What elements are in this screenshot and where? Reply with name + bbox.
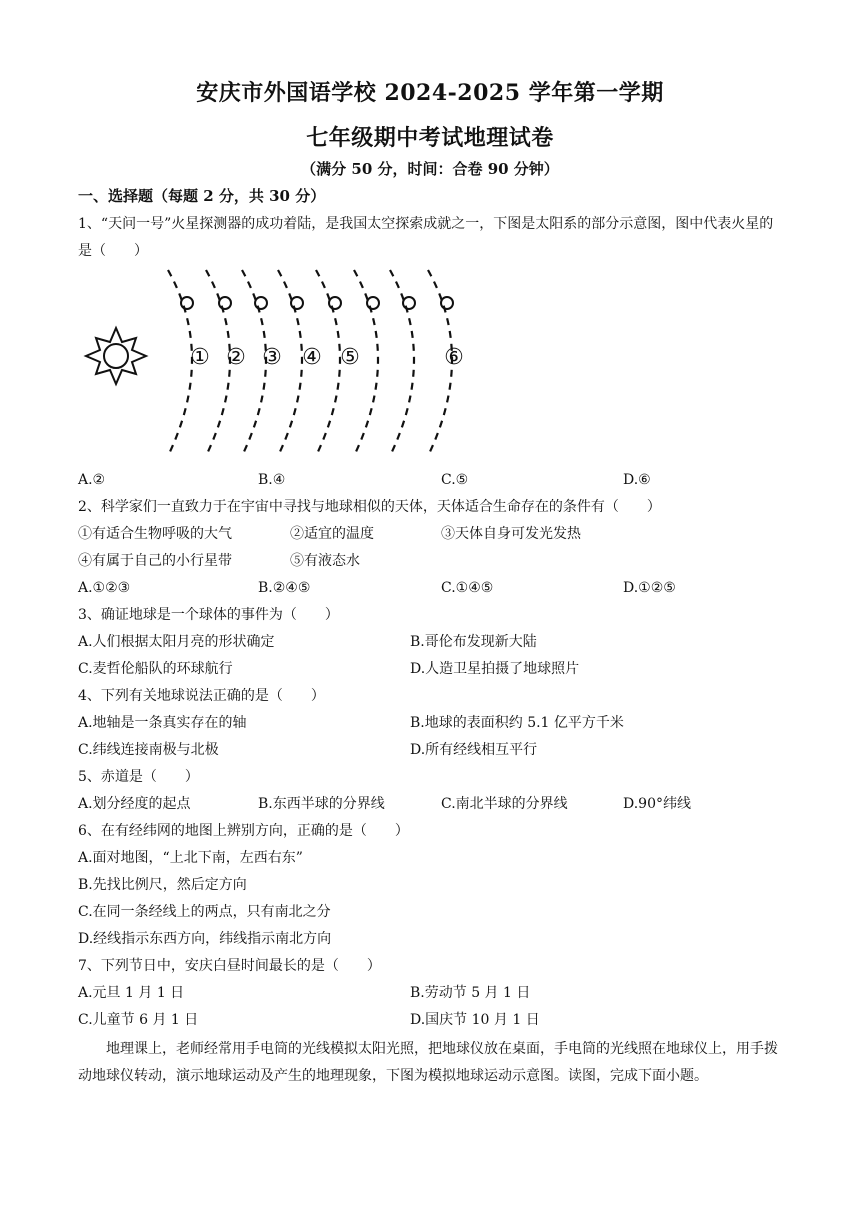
question-2-stem: 2、科学家们一直致力于在宇宙中寻找与地球相似的天体，天体适合生命存在的条件有（ ） [78,499,661,515]
q5-option-a[interactable]: A.划分经度的起点 [78,796,191,812]
planet-label-3: ③ [262,345,282,370]
planet-label-5: ⑤ [340,345,360,370]
q4-option-b[interactable]: B.地球的表面积约 5.1 亿平方千米 [410,715,624,731]
q2-condition-1: ①有适合生物呼吸的大气 [78,526,232,542]
q1-option-d[interactable]: D.⑥ [623,472,651,488]
planet-label-1: ① [190,345,210,370]
question-1-stem: 1、“天问一号”火星探测器的成功着陆，是我国太空探索成就之一，下图是太阳系的部分示意图，图中代表火星的是（ ） [78,216,774,259]
planet-label-6: ⑥ [444,345,464,370]
q2-condition-2: ②适宜的温度 [290,526,374,542]
q2-condition-4: ④有属于自己的小行星带 [78,553,232,569]
question-3-stem: 3、确证地球是一个球体的事件为（ ） [78,607,339,623]
question-7-stem: 7、下列节日中，安庆白昼时间最长的是（ ） [78,958,381,974]
q3-option-c[interactable]: C.麦哲伦船队的环球航行 [78,661,233,677]
q2-option-a[interactable]: A.①②③ [78,580,131,596]
q5-option-c[interactable]: C.南北半球的分界线 [441,796,568,812]
q5-option-b[interactable]: B.东西半球的分界线 [258,796,385,812]
q4-option-d[interactable]: D.所有经线相互平行 [410,742,538,758]
q4-option-a[interactable]: A.地轴是一条真实存在的轴 [78,715,247,731]
solar-system-diagram [76,262,496,462]
q1-option-c[interactable]: C.⑤ [441,472,469,488]
q4-option-c[interactable]: C.纬线连接南极与北极 [78,742,219,758]
section-heading-choice: 一、选择题（每题 2 分，共 30 分） [78,187,326,205]
q5-option-d[interactable]: D.90°纬线 [623,796,691,812]
q7-option-c[interactable]: C.儿童节 6 月 1 日 [78,1012,199,1028]
q2-option-d[interactable]: D.①②⑤ [623,580,676,596]
q7-option-d[interactable]: D.国庆节 10 月 1 日 [410,1012,540,1028]
planet-label-2: ② [226,345,246,370]
q6-option-c[interactable]: C.在同一条经线上的两点，只有南北之分 [78,904,331,920]
q1-option-a[interactable]: A.② [78,472,106,488]
planet-label-4: ④ [302,345,322,370]
q6-option-b[interactable]: B.先找比例尺，然后定方向 [78,877,247,893]
small-bodies [181,297,453,309]
question-5-stem: 5、赤道是（ ） [78,769,199,785]
q7-option-a[interactable]: A.元旦 1 月 1 日 [78,985,185,1001]
q2-option-b[interactable]: B.②④⑤ [258,580,311,596]
question-6-stem: 6、在有经纬网的地图上辨别方向，正确的是（ ） [78,823,409,839]
reading-passage: 地理课上，老师经常用手电筒的光线模拟太阳光照，把地球仪放在桌面，手电筒的光线照在地球仪上，用手拨动地球仪转动，演示地球运动及产生的地理现象，下图为模拟地球运动示意图。读图，完成下面小题。 [78,1041,778,1084]
q3-option-d[interactable]: D.人造卫星拍摄了地球照片 [410,661,580,677]
q2-condition-3: ③天体自身可发光发热 [441,526,581,542]
q1-option-b[interactable]: B.④ [258,472,286,488]
q2-option-c[interactable]: C.①④⑤ [441,580,494,596]
q3-option-b[interactable]: B.哥伦布发现新大陆 [410,634,537,650]
q3-option-a[interactable]: A.人们根据太阳月亮的形状确定 [78,634,275,650]
q2-condition-5: ⑤有液态水 [290,553,360,569]
q6-option-a[interactable]: A.面对地图，“上北下南，左西右东” [78,850,303,866]
exam-title-line2: 七年级期中考试地理试卷 [306,125,554,151]
exam-title-line1: 安庆市外国语学校 2024-2025 学年第一学期 [196,80,664,106]
q6-option-d[interactable]: D.经线指示东西方向，纬线指示南北方向 [78,931,332,947]
question-4-stem: 4、下列有关地球说法正确的是（ ） [78,688,325,704]
sun-icon [86,328,146,384]
q7-option-b[interactable]: B.劳动节 5 月 1 日 [410,985,531,1001]
exam-subtitle: （满分 50 分，时间：合卷 90 分钟） [301,160,559,178]
